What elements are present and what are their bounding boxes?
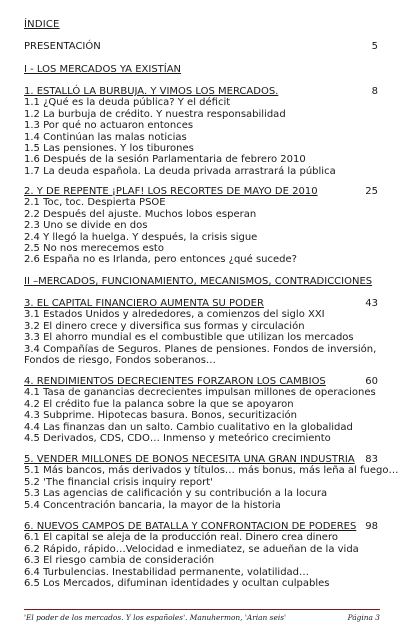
presentation-entry (24, 41, 378, 52)
chapter-2 (24, 186, 378, 266)
toc-item: 1.7 La deuda española. La deuda privada arrastrará la pública (24, 165, 336, 177)
chapter-4 (24, 376, 378, 444)
toc-item: 5.3 Las agencias de calificación y su contribución a la locura (24, 488, 328, 500)
chapter-page: 8 (371, 86, 378, 97)
chapter-heading: 4. RENDIMIENTOS DECRECIENTES FORZARON LOS CAMBIOS (24, 376, 326, 387)
chapter-page: 60 (365, 376, 378, 387)
toc-item: 1.2 La burbuja de crédito. Y nuestra responsabilidad (24, 108, 286, 120)
part-one-heading: I - LOS MERCADOS YA EXISTÍAN (24, 64, 182, 75)
toc-item: 5.4 Concentración bancaria, la mayor de la historia (24, 499, 281, 511)
toc-item: 1.4 Continúan las malas noticias (24, 131, 187, 143)
index-title: ÍNDICE (24, 19, 60, 30)
toc-item: 4.1 Tasa de ganancias decrecientes impulsan millones de operaciones (24, 387, 376, 399)
toc-item: 2.3 Uno se divide en dos (24, 220, 148, 232)
toc-item: 1.3 Por qué no actuaron entonces (24, 120, 194, 132)
toc-item: 4.5 Derivados, CDS, CDO… Inmenso y meteórico crecimiento (24, 433, 331, 445)
toc-item: 3.2 El dinero crece y diversifica sus formas y circulación (24, 320, 305, 332)
part-two-heading: II –MERCADOS, FUNCIONAMIENTO, MECANISMOS, CONTRADICCIONES (24, 276, 373, 287)
footer-rule (24, 609, 380, 610)
toc-item: 4.3 Subprime. Hipotecas basura. Bonos, securitización (24, 410, 297, 422)
chapter-heading: 1. ESTALLÓ LA BURBUJA. Y VIMOS LOS MERCADOS. (24, 86, 279, 97)
chapter-6 (24, 521, 378, 589)
toc-item: 2.2 Después del ajuste. Muchos lobos esperan (24, 208, 257, 220)
toc-item: 4.2 El crédito fue la palanca sobre la que se apoyaron (24, 398, 294, 410)
toc-item: 6.2 Rápido, rápido…Velocidad e inmediatez, se adueñan de la vida (24, 543, 359, 555)
chapter-heading: 2. Y DE REPENTE ¡PLAF! LOS RECORTES DE MAYO DE 2010 (24, 186, 318, 197)
toc-item: 1.5 Las pensiones. Y los tiburones (24, 143, 194, 155)
toc-item: 6.3 El riesgo cambia de consideración (24, 555, 215, 567)
chapter-page: 83 (365, 454, 378, 465)
toc-item: 5.1 Más bancos, más derivados y títulos… más bonus, más leña al fuego… (24, 465, 399, 477)
toc-item: 6.4 Turbulencias. Inestabilidad permanente, volatilidad… (24, 566, 310, 578)
chapter-heading: 3. EL CAPITAL FINANCIERO AUMENTA SU PODER (24, 298, 264, 309)
chapter-1 (24, 86, 378, 177)
toc-item: 2.6 España no es Irlanda, pero entonces ¿qué sucede? (24, 254, 297, 266)
toc-item: 1.6 Después de la sesión Parlamentaria de febrero 2010 (24, 154, 306, 166)
toc-item: 6.1 El capital se aleja de la producción real. Dinero crea dinero (24, 532, 338, 544)
toc-item: 3.4 Compañías de Seguros. Planes de pensiones. Fondos de inversión, Fondos de riesgo, Fondos soberanos… (24, 343, 377, 367)
toc-item: 2.1 Toc, toc. Despierta PSOE (24, 197, 166, 209)
toc-item: 4.4 Las finanzas dan un salto. Cambio cualitativo en la globalidad (24, 421, 353, 433)
chapter-3 (24, 298, 378, 366)
chapter-heading: 5. VENDER MILLONES DE BONOS NECESITA UNA GRAN INDUSTRIA (24, 454, 355, 465)
chapter-page: 98 (365, 521, 378, 532)
chapter-page: 25 (365, 186, 378, 197)
footer-citation: 'El poder de los mercados. Y los españoles'. Manuhermon, 'Arian seis' (24, 613, 287, 622)
chapter-heading: 6. NUEVOS CAMPOS DE BATALLA Y CONFRONTACION DE PODERES (24, 521, 357, 532)
chapter-page: 43 (365, 298, 378, 309)
toc-item: 1.1 ¿Qué es la deuda pública? Y el déficit (24, 97, 231, 109)
presentation-page: 5 (371, 41, 378, 52)
toc-item: 3.3 El ahorro mundial es el combustible que utilizan los mercados (24, 332, 354, 344)
toc-item: 2.5 No nos merecemos esto (24, 243, 164, 255)
footer-page-number: Página 3 (347, 613, 380, 622)
toc-item: 3.1 Estados Unidos y alrededores, a comienzos del siglo XXI (24, 309, 325, 321)
presentation-label: PRESENTACIÓN (24, 41, 101, 52)
toc-item: 6.5 Los Mercados, difuminan identidades y ocultan culpables (24, 578, 330, 590)
toc-item: 5.2 'The financial crisis inquiry report' (24, 476, 213, 488)
chapter-5 (24, 454, 399, 511)
toc-item: 2.4 Y llegó la huelga. Y después, la crisis sigue (24, 231, 258, 243)
